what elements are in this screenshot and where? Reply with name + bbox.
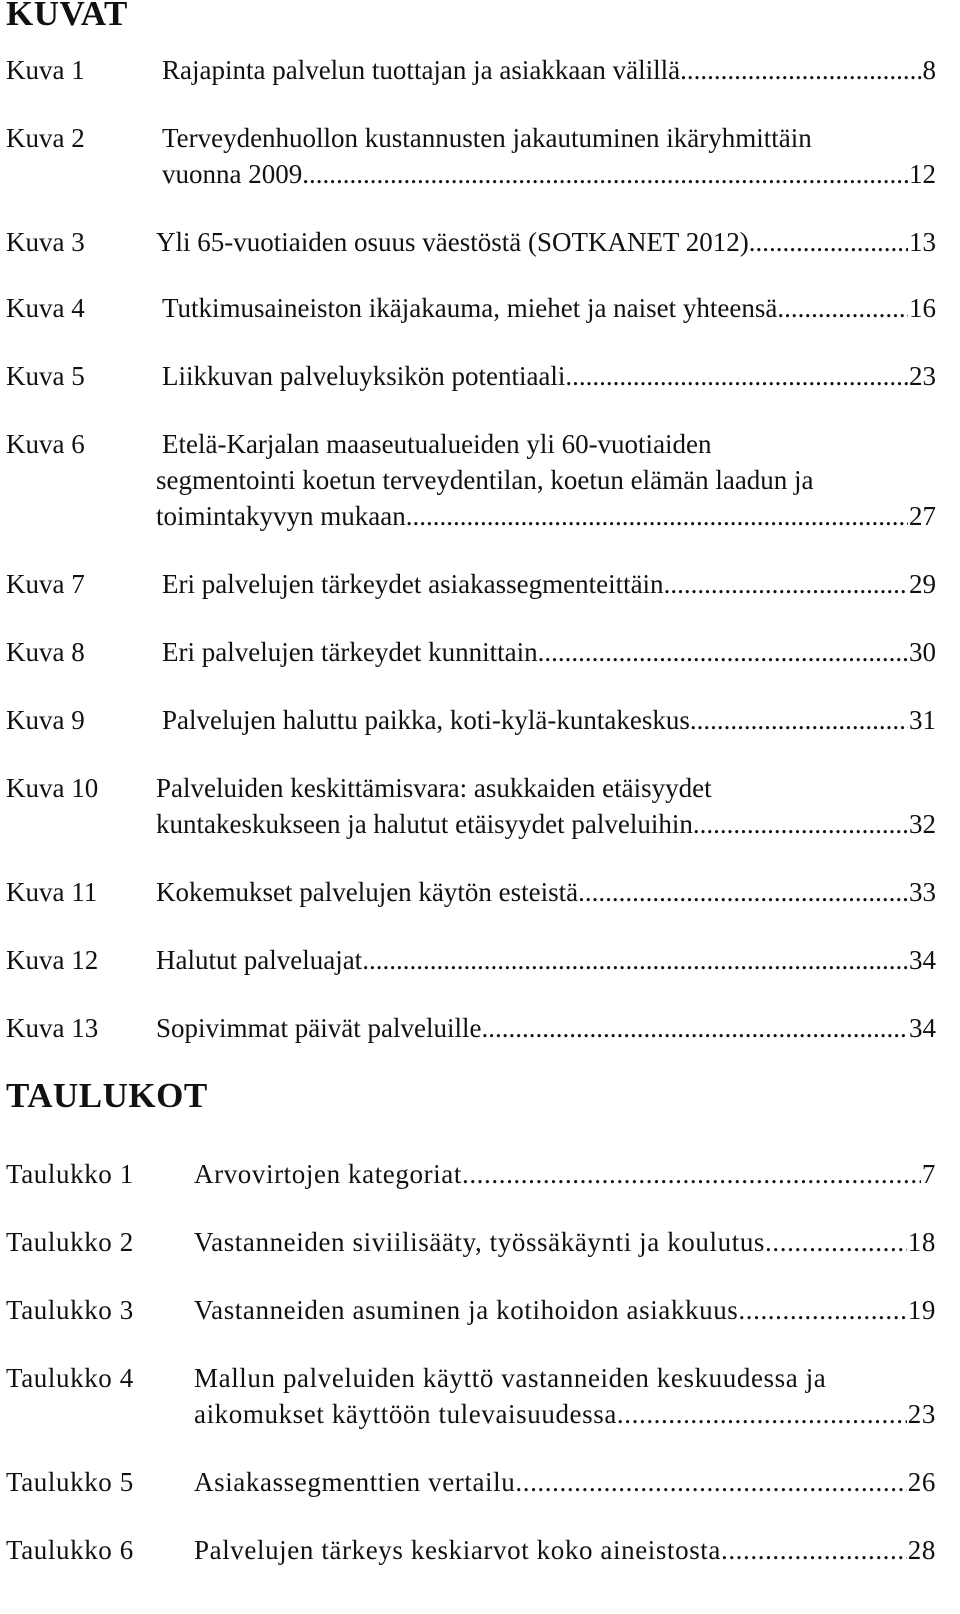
leader-dots (749, 224, 908, 260)
page-number: 18 (907, 1227, 936, 1257)
page-number: 29 (909, 569, 936, 599)
toc-entry-taulukko-4[interactable] (6, 1360, 936, 1432)
leader-dots (309, 156, 908, 192)
entry-label: Taulukko 1 (6, 1159, 134, 1189)
entry-label: Taulukko 2 (6, 1227, 134, 1257)
entry-body (162, 634, 936, 670)
page-number: 8 (922, 55, 936, 85)
entry-label: Kuva 1 (6, 55, 85, 85)
toc-entry-kuva-2[interactable] (6, 120, 936, 192)
entry-title-line: kuntakeskukseen ja halutut etäisyydet palveluihin (156, 809, 693, 839)
page-number: 7 (921, 1159, 936, 1189)
entry-label: Kuva 11 (6, 877, 98, 907)
entry-label: Kuva 12 (6, 945, 99, 975)
page-number: 31 (909, 705, 936, 735)
entry-label: Kuva 10 (6, 773, 99, 803)
entry-label: Kuva 4 (6, 293, 85, 323)
toc-entry-kuva-13[interactable] (6, 1010, 936, 1046)
leader-dots (680, 52, 921, 88)
page-number: 23 (907, 1399, 936, 1429)
entry-label: Kuva 6 (6, 429, 85, 459)
entry-body (162, 566, 936, 602)
toc-entry-taulukko-1[interactable] (6, 1156, 936, 1192)
leader-dots (362, 942, 908, 978)
tables-heading: TAULUKOT (6, 1076, 208, 1115)
entry-body (156, 224, 936, 260)
page-number: 28 (907, 1535, 936, 1565)
page-number: 19 (907, 1295, 936, 1325)
toc-entry-kuva-3[interactable] (6, 224, 936, 260)
entry-body (194, 1224, 936, 1260)
leader-dots (690, 702, 908, 738)
toc-entry-kuva-5[interactable] (6, 358, 936, 394)
entry-body (162, 290, 936, 326)
entry-title-line: vuonna 2009. (162, 159, 309, 189)
entry-title: Arvovirtojen kategoriat (194, 1159, 462, 1189)
page-number: 12 (909, 159, 936, 189)
toc-entry-taulukko-6[interactable] (6, 1532, 936, 1568)
entry-title: Liikkuvan palveluyksikön potentiaali (162, 361, 566, 391)
page-number: 32 (909, 809, 936, 839)
toc-entry-kuva-4[interactable] (6, 290, 936, 326)
entry-body (156, 942, 936, 978)
entry-title-line: Mallun palveluiden käyttö vastanneiden keskuudessa ja (194, 1363, 827, 1393)
toc-entry-taulukko-5[interactable] (6, 1464, 936, 1500)
entry-body (194, 1532, 936, 1568)
entry-title-line: aikomukset käyttöön tulevaisuudessa. (194, 1399, 625, 1429)
leader-dots (578, 874, 908, 910)
page-number: 26 (907, 1467, 936, 1497)
leader-dots (412, 498, 908, 534)
leader-dots (462, 1156, 921, 1192)
entry-title: Yli 65-vuotiaiden osuus väestöstä (SOTKANET 2012) (156, 227, 749, 257)
entry-title: Sopivimmat päivät palveluille (156, 1013, 482, 1043)
entry-title-line: Terveydenhuollon kustannusten jakautuminen ikäryhmittäin (162, 123, 812, 153)
entry-label: Kuva 9 (6, 705, 85, 735)
entry-body (156, 426, 936, 534)
leader-dots (738, 1292, 906, 1328)
leader-dots (515, 1464, 906, 1500)
entry-title: Vastanneiden siviilisääty, työssäkäynti ja koulutus (194, 1227, 766, 1257)
entry-body (194, 1156, 936, 1192)
page-number: 30 (909, 637, 936, 667)
entry-body (162, 702, 936, 738)
page-number: 34 (909, 945, 936, 975)
page-number: 34 (909, 1013, 936, 1043)
page-number: 33 (909, 877, 936, 907)
leader-dots (777, 290, 908, 326)
entry-body (156, 874, 936, 910)
entry-body (162, 358, 936, 394)
page-number: 16 (909, 293, 936, 323)
leader-dots (481, 1010, 908, 1046)
toc-entry-kuva-1[interactable] (6, 52, 936, 88)
entry-label: Kuva 5 (6, 361, 85, 391)
toc-entry-kuva-6[interactable] (6, 426, 936, 534)
entry-body (156, 770, 936, 842)
entry-title: Tutkimusaineiston ikäjakauma, miehet ja naiset yhteensä (162, 293, 778, 323)
entry-label: Kuva 13 (6, 1013, 99, 1043)
entry-title-line: Palveluiden keskittämisvara: asukkaiden etäisyydet (156, 773, 712, 803)
entry-title-line: segmentointi koetun terveydentilan, koetun elämän laadun ja (156, 465, 814, 495)
leader-dots (664, 566, 908, 602)
toc-entry-kuva-12[interactable] (6, 942, 936, 978)
toc-entry-kuva-8[interactable] (6, 634, 936, 670)
entry-body (162, 52, 936, 88)
entry-label: Kuva 8 (6, 637, 85, 667)
leader-dots (624, 1396, 907, 1432)
entry-title: Palvelujen haluttu paikka, koti-kylä-kuntakeskus (162, 705, 690, 735)
entry-title: Kokemukset palvelujen käytön esteistä (156, 877, 579, 907)
page-number: 13 (909, 227, 936, 257)
entry-label: Kuva 3 (6, 227, 85, 257)
toc-entry-kuva-9[interactable] (6, 702, 936, 738)
entry-label: Taulukko 4 (6, 1363, 134, 1393)
entry-body (162, 120, 936, 192)
toc-entry-kuva-10[interactable] (6, 770, 936, 842)
entry-label: Kuva 7 (6, 569, 85, 599)
entry-title: Vastanneiden asuminen ja kotihoidon asiakkuus (194, 1295, 739, 1325)
entry-label: Taulukko 6 (6, 1535, 134, 1565)
page-number: 23 (909, 361, 936, 391)
entry-label: Kuva 2 (6, 123, 85, 153)
entry-label: Taulukko 3 (6, 1295, 134, 1325)
entry-body (194, 1360, 936, 1432)
entry-title: Palvelujen tärkeys keskiarvot koko aineistosta (194, 1535, 721, 1565)
entry-label: Taulukko 5 (6, 1467, 134, 1497)
entry-body (194, 1464, 936, 1500)
leader-dots (693, 806, 908, 842)
entry-title: Halutut palveluajat (156, 945, 363, 975)
entry-title: Asiakassegmenttien vertailu (194, 1467, 516, 1497)
entry-body (156, 1010, 936, 1046)
entry-title: Eri palvelujen tärkeydet asiakassegmenteittäin (162, 569, 664, 599)
entry-title-line: toimintakyvyn mukaan. (156, 501, 413, 531)
toc-entry-kuva-7[interactable] (6, 566, 936, 602)
figures-heading: KUVAT (6, 0, 128, 33)
toc-entry-taulukko-2[interactable] (6, 1224, 936, 1260)
entry-title-line: Etelä-Karjalan maaseutualueiden yli 60-vuotiaiden (162, 429, 712, 459)
leader-dots (721, 1532, 907, 1568)
leader-dots (765, 1224, 907, 1260)
leader-dots (565, 358, 908, 394)
toc-entry-kuva-11[interactable] (6, 874, 936, 910)
page-number: 27 (909, 501, 936, 531)
leader-dots (538, 634, 908, 670)
entry-title: Rajapinta palvelun tuottajan ja asiakkaan välillä (162, 55, 681, 85)
entry-title: Eri palvelujen tärkeydet kunnittain (162, 637, 538, 667)
toc-entry-taulukko-3[interactable] (6, 1292, 936, 1328)
entry-body (194, 1292, 936, 1328)
